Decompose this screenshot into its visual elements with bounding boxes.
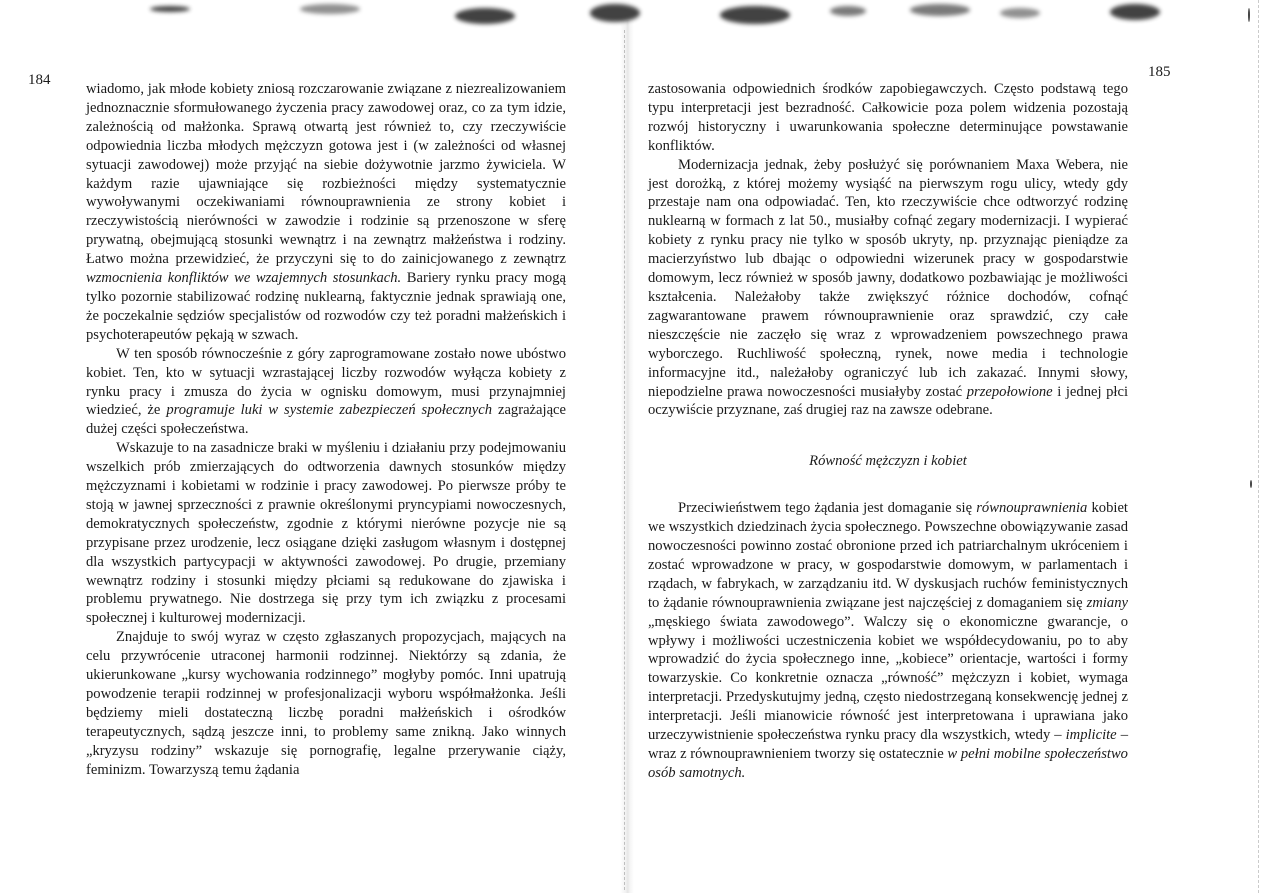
italic-text: przepołowione [966,383,1053,400]
text-run: Wskazuje to na zasadnicze braki w myśleniu i działaniu przy podejmowaniu wszelkich prób zmierzających do odtworzenia dawnych stosunków między mężczyznami i kobietami w rodzinie i pracy zawodowej. Po pierwsze próby te stoją w jawnej sprzeczności z prawnie określonymi pryncypiami nowoczesnych, demokratycznych społeczeństw, zgodnie z którymi nierówne pozycje nie są przypisane przez urodzenie, lecz osiągane dzięki zasługom własnym i dostępnej dla wszystkich partycypacji w aktywności zawodowej. Po drugie, przemiany wewnątrz rodziny i stosunki między płciami są redukowane do zjawiska i problemu prywatnego. Nie dostrzega się przy tym ich związku z procesami społecznej i kulturowej modernizacji. [86,440,566,627]
text-run: Przeciwieństwem tego żądania jest domaganie się [678,500,977,517]
paragraph [86,439,566,628]
italic-text: zmiany [1086,594,1128,611]
page-number-right: 185 [1148,64,1171,80]
text-run: zastosowania odpowiednich środków zapobiegawczych. Często podstawą tego typu interpretacji jest bezradność. Całkowicie poza polem widzenia pozostają rozwój historyczny i uwarunkowania społeczne determinujące powstawanie konfliktów. [648,81,1128,154]
paragraph [86,628,566,779]
text-run: W ten sposób równocześnie z góry zaprogramowane zostało nowe ubóstwo kobiet. Ten, kto w sytuacji wzrastającej liczby rozwodów wyłącza kobiety z rynku pracy i zmusza do życia w ognisku domowym, musi przynajmniej wiedzieć, że [86,345,566,419]
section-heading: Równość mężczyzn i kobiet [809,453,967,470]
left-page-text [86,80,566,780]
page-edge-line [1258,0,1261,893]
italic-text: równouprawnienia [976,500,1088,517]
right-page-text [648,80,1128,783]
page-gutter [620,20,634,893]
text-run: wiadomo, jak młode kobiety zniosą rozczarowanie związane z niezrealizowaniem jednoznacznie sformułowanego życzenia pracy zawodowej oraz, co za tym idzie, zależnością od małżonka. Sprawą otwartą jest również to, czy rzeczywiście odpowiednia liczba młodych mężczyzn gotowa jest i (w zależności od własnej sytuacji zawodowej) może przyjąć na siebie dożywotnie jarzmo żywiciela. W każdym razie ujawniające się rozbieżności między systematycznie wywoływanymi oczekiwaniami równouprawnienia ze strony kobiet i rzeczywistością nierówności w zawodzie i rodzinie są przenoszone w sferę prywatną, obejmującą stosunki wewnątrz i na zewnątrz małżeństwa i rodziny. Łatwo można przewidzieć, że przyczyni się to do zainicjowanego z zewnątrz [86,81,566,268]
paragraph [86,80,566,345]
right-page-after-heading [648,499,1128,783]
text-run: Modernizacja jednak, żeby posłużyć się porównaniem Maxa Webera, nie jest dorożką, z której możemy wysiąść na pierwszym rogu ulicy, wtedy gdy przestaje nam ona odpowiadać. Ten, kto rzeczywiście chce odtworzyć rodzinę nuklearną w formach z lat 50., musiałby cofnąć zegary modernizacji. I wypierać kobiety z rynku pracy nie tylko w sposób ukryty, np. przyznając pieniądze za macierzyństwo lub dbając o odpowiedni wizerunek pracy w gospodarstwie domowym, lecz również w sposób jawny, dodatkowo pozbawiając je możliwości kształcenia. Należałoby także zwiększyć różnice dochodów, cofnąć zagwarantowane prawem równouprawnienie oraz sprawdzić, czy całe nieszczęście nie zaczęło się wraz z wprowadzeniem powszechnego prawa wyborczego. Ruchliwość społeczną, rynek, nowe media i technologie informacyjne itd., należałoby ograniczyć lub ich zakazać. Innymi słowy, niepodzielne prawa nowoczesności musiałyby zostać [648,156,1128,400]
paragraph [86,345,566,440]
text-run: – wraz z równouprawnieniem tworzy się ostatecznie [648,727,1128,762]
text-run: Bariery rynku pracy mogą tylko pozornie stabilizować rodzinę nuklearną, faktycznie jednak sprawiają one, że poczekalnie sędziów specjalistów od rozwodów czy też poradni małżeńskich i psychoterapeutów pękają w szwach. [86,270,566,343]
page-number-left: 184 [28,72,51,88]
paragraph [648,156,1128,421]
italic-text: wzmocnienia konfliktów we wzajemnych stosunkach. [86,270,402,287]
text-run: „męskiego świata zawodowego”. Walczy się o ekonomiczne gwarancje, o wpływy i możliwości uczestniczenia kobiet we współdecydowaniu, po to aby wprowadzić do życia społecznego inne, „kobiece” orientacje, wartości i formy towarzyskie. Co konkretnie oznacza „równość” mężczyzn i kobiet, wymaga interpretacji. Przedyskutujmy jedną, często niedostrzeganą konsekwencję jednej z interpretacji. Jeśli mianowicie równość jest interpretowana i uprawiana jako urzeczywistnienie społeczeństwa rynku pracy dla wszystkich, wtedy – [648,613,1128,744]
paragraph [648,80,1128,156]
gutter-shadow-line [624,30,626,890]
italic-text: w pełni mobilne społeczeństwo osób samotnych. [648,746,1128,781]
italic-text: programuje luki w systemie zabezpieczeń społecznych [166,402,493,419]
italic-text: implicite [1065,727,1117,744]
right-page-before-heading [648,80,1128,420]
text-run: kobiet we wszystkich dziedzinach życia społecznego. Powszechne obowiązywanie zasad nowoczesności powinno zostać obronione przed ich patriarchalnym ukróceniem i zostać wprowadzone w pracy, w gospodarstwie domowym, w parlamentach i rządach, w fabrykach, w zarządzaniu itd. W dyskusjach ruchów feministycznych to żądanie równouprawnienia związane jest najczęściej z domaganiem się [648,500,1128,611]
paragraph [648,499,1128,783]
text-run: Znajduje to swój wyraz w często zgłaszanych propozycjach, mających na celu przywrócenie utraconej harmonii rodzinnej. Niektórzy są zdania, że ukierunkowane „kursy wychowania rodzinnego” mogłyby pomóc. Inni upatrują powodzenie terapii rodzinnej w profesjonalizacji wyboru współmałżonka. Jeśli będziemy mieli dostateczną liczbę poradni małżeńskich i ośrodków terapeutycznych, sądzą jeszcze inni, to problemy same znikną. Jako winnych „kryzysu rodziny” wskazuje się pornografię, legalne przerywanie ciąży, feminizm. Towarzyszą temu żądania [86,629,566,778]
text-run: zagrażające dużej części społeczeństwa. [86,402,566,438]
text-run: i jednej płci oczywiście przyznane, zaś drugiej raz na zawsze odebrane. [648,383,1128,419]
